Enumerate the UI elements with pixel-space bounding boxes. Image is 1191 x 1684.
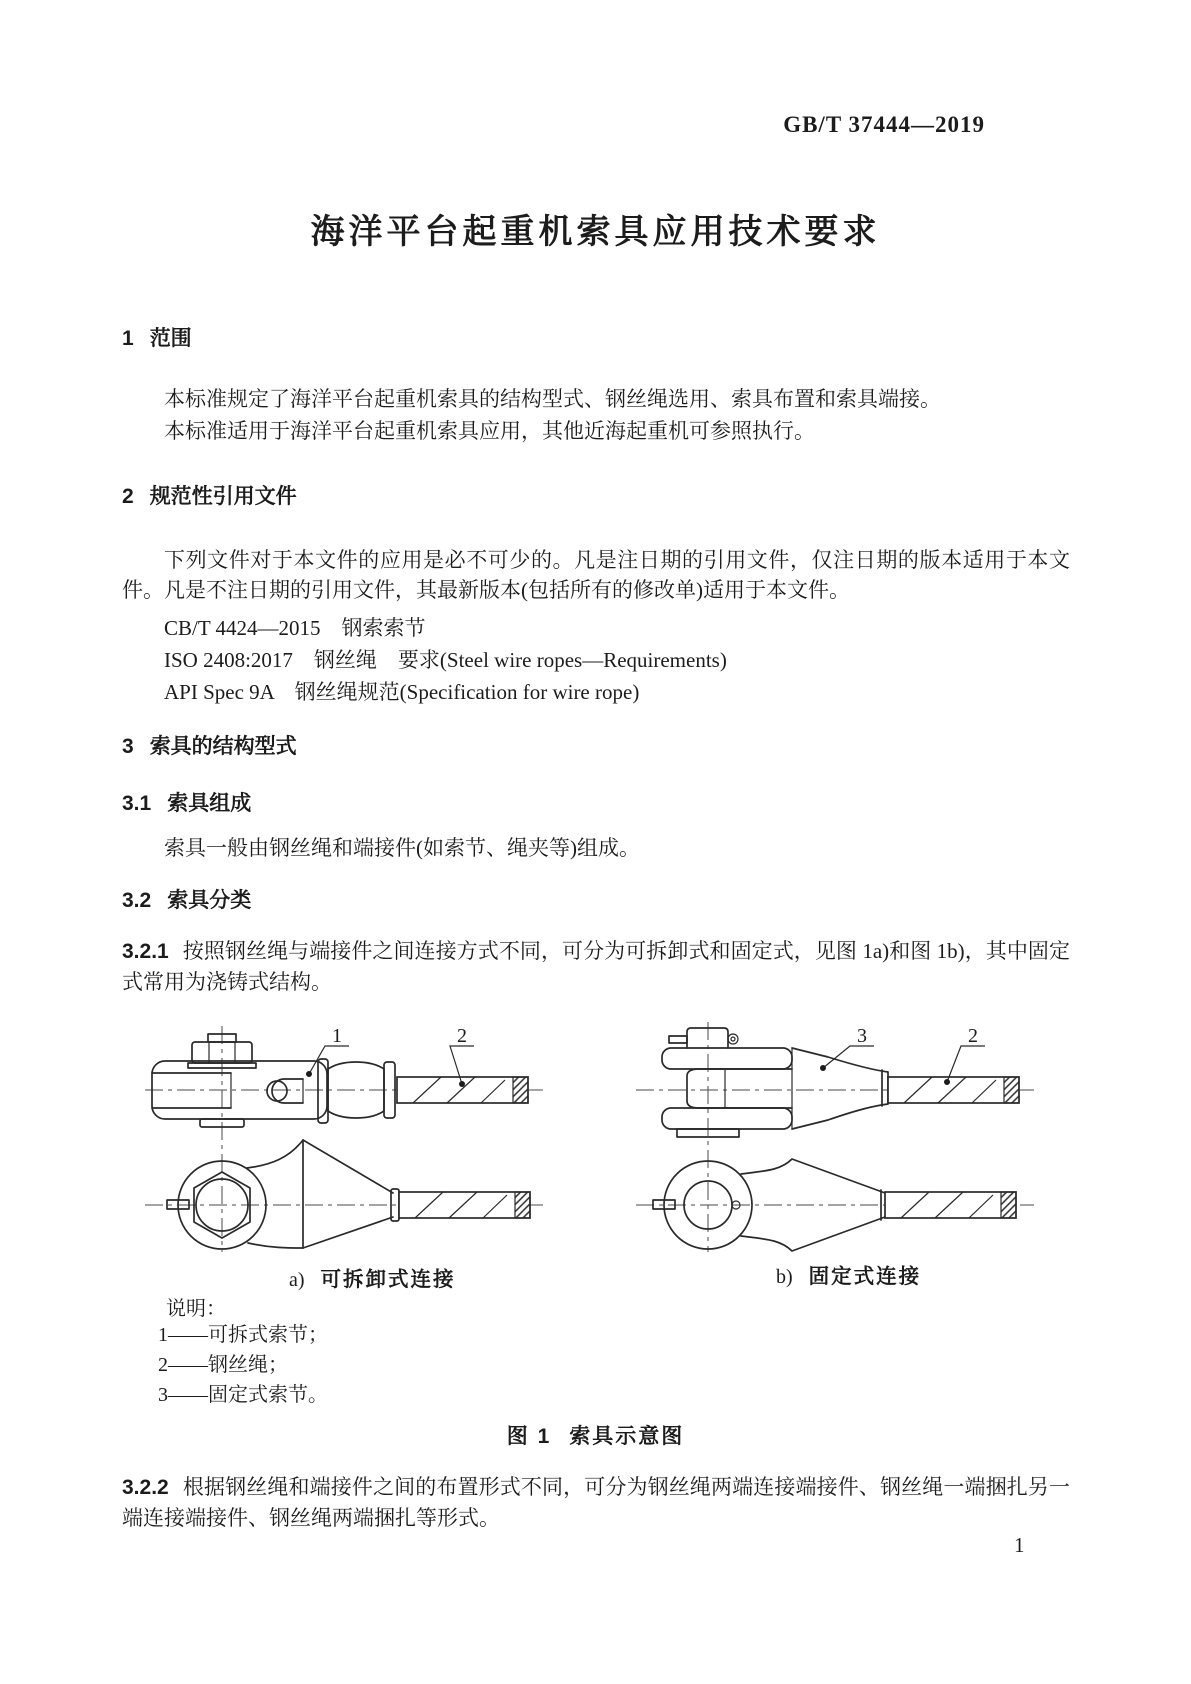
legend-item-text: 固定式索节。	[208, 1384, 328, 1406]
section-2-heading	[122, 480, 1070, 510]
rigging-composition-paragraph: 索具一般由钢丝绳和端接件(如索节、绳夹等)组成。	[164, 836, 640, 860]
section-3-2-number: 3.2	[122, 889, 152, 912]
scope-paragraph-2: 本标准适用于海洋平台起重机索具应用，其他近海起重机可参照执行。	[164, 419, 815, 443]
subfigure-a-title: 可拆卸式连接	[320, 1268, 456, 1291]
section-3-1-number: 3.1	[122, 792, 152, 815]
legend-item-text: 钢丝绳；	[208, 1354, 288, 1376]
clause-3-2-2-number: 3.2.2	[122, 1476, 169, 1499]
reference-item: ISO 2408:2017 钢丝绳 要求(Steel wire ropes—Requirements)	[164, 648, 727, 672]
wire-rope-drawing	[885, 1192, 1016, 1218]
section-3-1-title: 索具组成	[167, 792, 252, 815]
subfigure-a-letter: a)	[289, 1269, 305, 1291]
reference-item: CB/T 4424—2015 钢索索节	[164, 616, 426, 640]
page-number: 1	[1014, 1533, 1025, 1557]
clause-3-2-1-text: 按照钢丝绳与端接件之间连接方式不同，可分为可拆卸式和固定式，见图 1a)和图 1b)，其中固定式常用为浇铸式结构。	[122, 939, 1070, 994]
diagram-fixed-side-view	[662, 1028, 1019, 1137]
part-label-wire-rope-a: 2	[457, 1025, 467, 1047]
section-1-heading	[122, 322, 1070, 352]
part-label-detachable-socket: 1	[332, 1025, 342, 1047]
subfigure-b-title: 固定式连接	[808, 1265, 922, 1288]
section-3-title: 索具的结构型式	[149, 735, 297, 758]
standard-number: GB/T 37444—2019	[783, 112, 985, 137]
section-3-2-heading	[122, 884, 1070, 914]
section-2-number: 2	[122, 485, 134, 508]
figure-1-label: 图 1	[506, 1425, 552, 1448]
subfigure-b-letter: b)	[776, 1266, 793, 1288]
section-1-title: 范围	[149, 327, 192, 350]
part-label-fixed-socket: 3	[857, 1025, 867, 1047]
wire-rope-drawing	[888, 1077, 1019, 1103]
wire-rope-drawing	[399, 1192, 530, 1218]
legend-item	[158, 1320, 328, 1350]
legend-title: 说明：	[166, 1298, 226, 1320]
clause-3-2-1-number: 3.2.1	[122, 940, 169, 963]
diagram-detachable-side-view	[152, 1034, 528, 1127]
reference-list	[122, 612, 1070, 708]
clause-3-2-1-paragraph	[122, 936, 1070, 997]
reference-item: API Spec 9A 钢丝绳规范(Specification for wire rope)	[164, 680, 640, 704]
scope-paragraph-1: 本标准规定了海洋平台起重机索具的结构型式、钢丝绳选用、索具布置和索具端接。	[164, 387, 941, 411]
section-1-number: 1	[122, 327, 134, 350]
legend-item-dash: ——	[168, 1354, 208, 1376]
legend-item	[158, 1350, 328, 1380]
subfigure-a-caption	[289, 1262, 456, 1292]
document-title: 海洋平台起重机索具应用技术要求	[310, 213, 881, 251]
subfigure-b-caption	[776, 1259, 921, 1289]
part-label-wire-rope-b: 2	[968, 1025, 978, 1047]
section-3-1-heading	[122, 787, 1070, 817]
normative-references-paragraph: 下列文件对于本文件的应用是必不可少的。凡是注日期的引用文件，仅注日期的版本适用于本文件。凡是不注日期的引用文件，其最新版本(包括所有的修改单)适用于本文件。	[122, 548, 1070, 602]
legend-item-number: 2	[158, 1354, 168, 1376]
diagram-detachable-front-view	[167, 1140, 530, 1249]
section-3-heading	[122, 730, 1070, 760]
figure-1-caption	[0, 1420, 1191, 1450]
clause-3-2-2-text: 根据钢丝绳和端接件之间的布置形式不同，可分为钢丝绳两端连接端接件、钢丝绳一端捆扎另一端连接端接件、钢丝绳两端捆扎等形式。	[122, 1475, 1070, 1530]
wire-rope-drawing	[397, 1077, 528, 1103]
section-3-number: 3	[122, 735, 134, 758]
figure-1-diagram	[131, 1012, 1071, 1258]
section-2-title: 规范性引用文件	[149, 485, 297, 508]
legend-item-number: 1	[158, 1324, 168, 1346]
clause-3-2-2-paragraph	[122, 1472, 1070, 1533]
figure-1-title: 索具示意图	[569, 1425, 685, 1448]
legend-item-number: 3	[158, 1384, 168, 1406]
figure-legend	[158, 1320, 328, 1410]
legend-item	[158, 1380, 328, 1410]
legend-item-text: 可拆式索节；	[208, 1324, 328, 1346]
section-3-2-title: 索具分类	[167, 889, 252, 912]
legend-item-dash: ——	[168, 1324, 208, 1346]
legend-item-dash: ——	[168, 1384, 208, 1406]
